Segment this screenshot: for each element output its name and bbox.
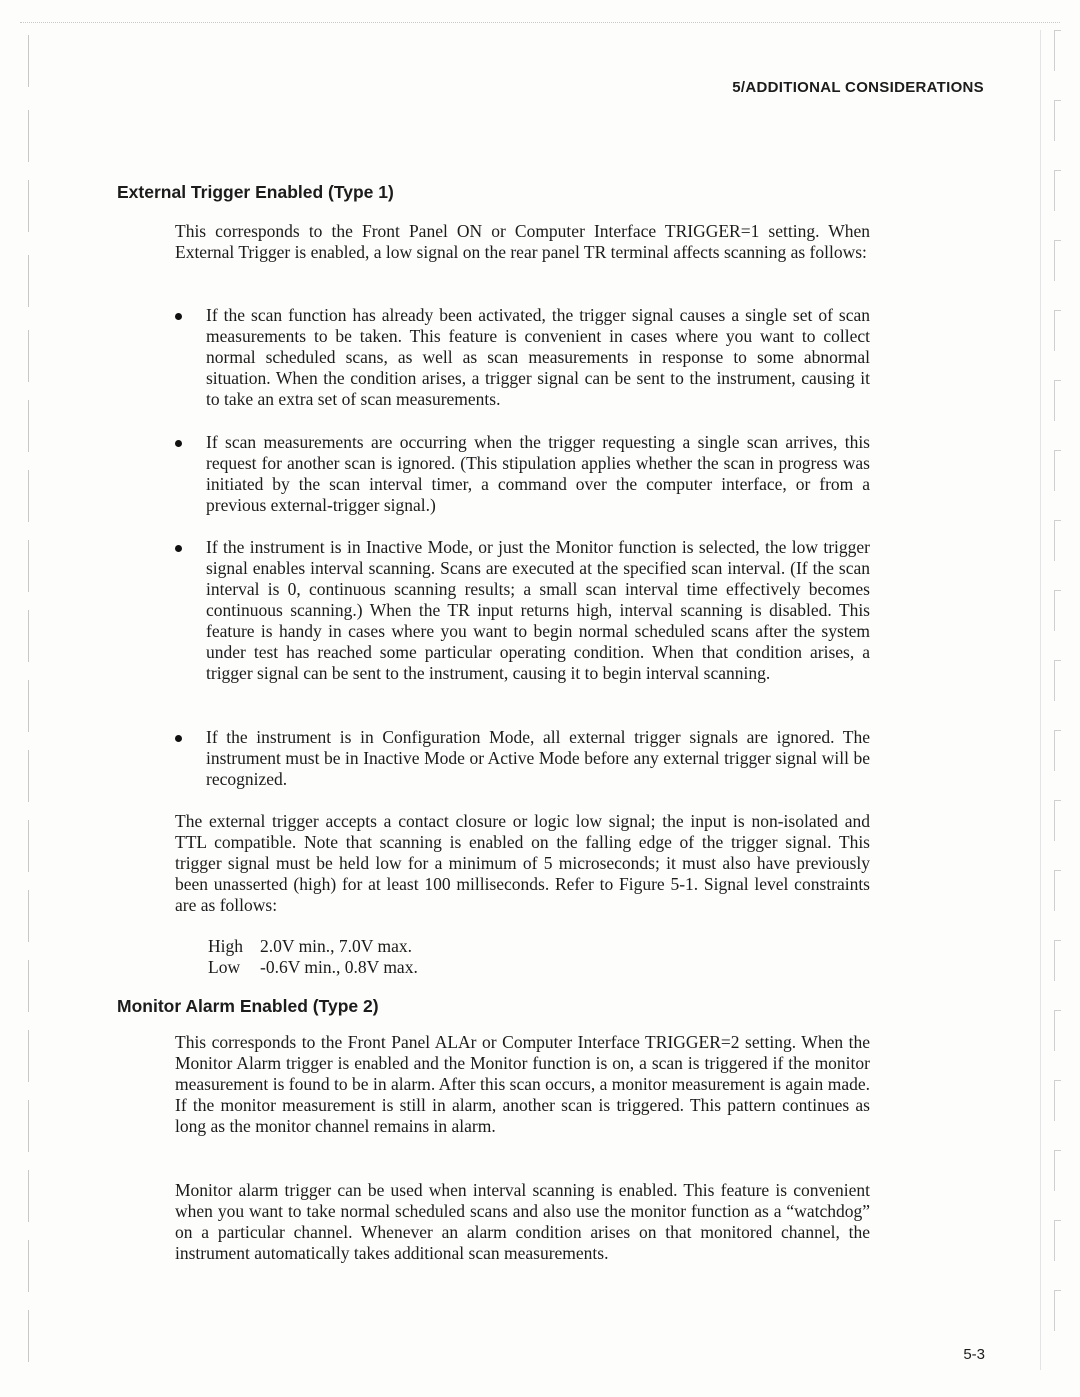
section-heading-external-trigger: External Trigger Enabled (Type 1) <box>117 182 394 202</box>
bullet-item <box>175 305 870 410</box>
right-edge-line <box>1040 30 1041 1370</box>
bullet-item <box>175 432 870 516</box>
bullet-dot-icon <box>175 545 182 552</box>
bullet-dot-icon <box>175 440 182 447</box>
bullet-item <box>175 537 870 684</box>
left-binding-marks <box>22 30 38 1380</box>
bullet-dot-icon <box>175 735 182 742</box>
section-heading-monitor-alarm: Monitor Alarm Enabled (Type 2) <box>117 996 379 1016</box>
scan-top-rule <box>20 22 1060 23</box>
bullet-item <box>175 727 870 790</box>
signal-level-value: 2.0V min., 7.0V max. <box>260 936 412 956</box>
external-trigger-intro: This corresponds to the Front Panel ON or Computer Interface TRIGGER=1 setting. When External Trigger is enabled, a low signal on the rear panel TR terminal affects scanning as follows: <box>175 221 870 262</box>
bullet-text: If the scan function has already been activated, the trigger signal causes a single set of scan measurements to be taken. This feature is convenient in cases where you want to collect normal scheduled scans, as well as scan measurements in response to some abnormal situation. When the condition arises, a trigger signal can be sent to the instrument, causing it to take an extra set of scan measurements. <box>206 305 870 409</box>
bullet-text: If the instrument is in Inactive Mode, or just the Monitor function is selected, the low trigger signal enables interval scanning. Scans are executed at the specified scan interval. (If the scan interval is 0, continuous scanning results; a small scan interval time effectively becomes continuous scanning.) When the TR input returns high, interval scanning is disabled. This feature is handy in cases where you want to begin normal scheduled scans after the system under test has reached some particular operating condition. When that condition arises, a trigger signal can be sent to the instrument, causing it to begin interval scanning. <box>206 537 870 683</box>
right-binding-marks <box>1044 20 1068 1380</box>
signal-level-high <box>208 936 412 957</box>
bullet-text: If the instrument is in Configuration Mode, all external trigger signals are ignored. The instrument must be in Inactive Mode or Active Mode before any external trigger signal will be recognized. <box>206 727 870 789</box>
signal-level-value: -0.6V min., 0.8V max. <box>260 957 418 977</box>
monitor-alarm-paragraph-2: Monitor alarm trigger can be used when interval scanning is enabled. This feature is convenient when you want to take normal scheduled scans and also use the monitor function as a “watchdog” on a particular channel. Whenever an alarm condition arises on that monitored channel, the instrument automatically takes additional scan measurements. <box>175 1180 870 1263</box>
monitor-alarm-paragraph-1: This corresponds to the Front Panel ALAr or Computer Interface TRIGGER=2 setting. When the Monitor Alarm trigger is enabled and the Monitor function is on, a scan is triggered if the monitor measurement is found to be in alarm. After this scan occurs, a monitor measurement is again made. If the monitor measurement is still in alarm, another scan is triggered. This pattern continues as long as the monitor channel remains in alarm. <box>175 1032 870 1136</box>
signal-constraints-paragraph: The external trigger accepts a contact closure or logic low signal; the input is non-isolated and TTL compatible. Note that scanning is enabled on the falling edge of the trigger signal. This trigger signal must be held low for a minimum of 5 microseconds; it must also have previously been unasserted (high) for at least 100 milliseconds. Refer to Figure 5-1. Signal level constraints are as follows: <box>175 811 870 915</box>
signal-level-label: High <box>208 936 243 956</box>
running-header: 5/ADDITIONAL CONSIDERATIONS <box>732 79 984 96</box>
signal-level-low <box>208 957 418 978</box>
bullet-dot-icon <box>175 313 182 320</box>
page-number: 5-3 <box>963 1346 985 1363</box>
bullet-text: If scan measurements are occurring when the trigger requesting a single scan arrives, this request for another scan is ignored. (This stipulation applies whether the scan in progress was initiated by the scan interval timer, a command over the computer interface, or from a previous external-trigger signal.) <box>206 432 870 515</box>
signal-level-label: Low <box>208 957 241 977</box>
